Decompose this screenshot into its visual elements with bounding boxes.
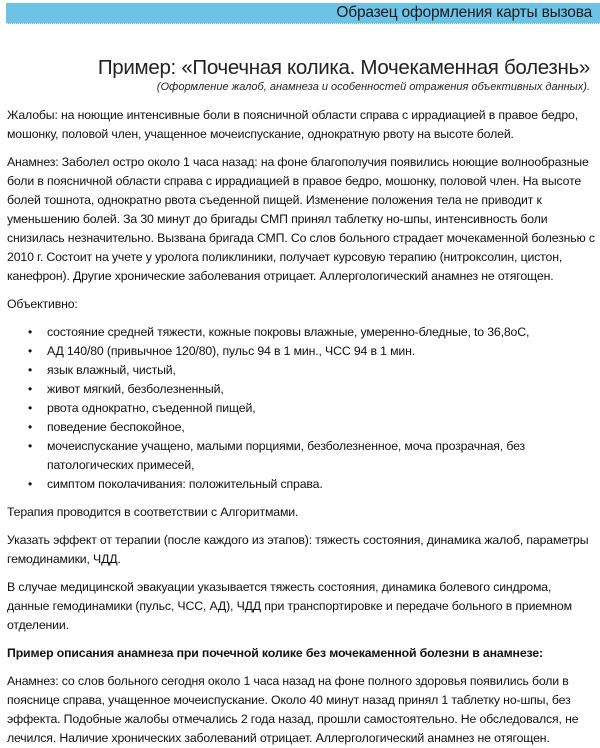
list-item [28,323,595,342]
list-item-text: язык влажный, чистый, [47,363,176,377]
list-item-text: рвота однократно, съеденной пищей, [47,401,256,415]
bullet-icon: • [28,439,33,453]
effect-paragraph: Указать эффект от терапии (после каждого из этапов): тяжесть состояния, динамика жалоб, параметры гемодинамики, ЧДД. [7,533,589,566]
anamnesis-paragraph: Анамнез: Заболел остро около 1 часа назад: на фоне благополучия появились ноющие волнообразные боли в поясничной области справа с иррадиацией в правое бедро, мошонку, половой член. На высоте болей тошнота, однократно рвота съеденной пищей. Изменение положения тела не приводит к уменьшению болей. За 30 минут до бригады СМП принял таблетку но-шпы, интенсивность боли снизилась незначительно. Вызвана бригада СМП. Со слов больного страдает мочекаменной болезнью с 2010 г. Состоит на учете у уролога поликлиники, получает курсовую терапию (нитроксолин, цистон, канефрон). Другие хронические заболевания отрицает. Аллергологический анамнез не отягощен. [7,155,595,283]
evacuation-paragraph: В случае медицинской эвакуации указывается тяжесть состояния, динамика болевого синдрома, данные гемодинамики (пульс, ЧСС, АД), ЧДД при транспортировке и передаче больного в приемном отделении. [7,580,572,632]
list-item [28,380,595,399]
example-anamnesis-paragraph: Анамнез: со слов больного сегодня около 1 часа назад на фоне полного здоровья появились боли в пояснице справа, учащенное мочеиспускание. Около 40 минут назад принял 1 таблетку но-шпы, без эффекта. Подобные жалобы отмечались 2 года назад, прошли самостоятельно. Не обследовался, не лечился. Наличие хронических заболеваний отрицает. Аллергологический анамнез не отягощен. [7,674,579,745]
objective-list [7,323,595,494]
bullet-icon: • [28,344,33,358]
list-item-text: АД 140/80 (привычное 120/80), пульс 94 в 1 мин., ЧСС 94 в 1 мин. [47,344,415,358]
page-title: Пример: «Почечная колика. Мочекаменная болезнь» [97,56,590,79]
objective-label: Объективно: [7,297,78,311]
list-item-text: симптом поколачивания: положительный справа. [47,477,323,491]
list-item [28,342,595,361]
list-item [28,437,595,475]
bullet-icon: • [28,325,33,339]
complaints-paragraph: Жалобы: на ноющие интенсивные боли в поясничной области справа с иррадиацией в правое бедро, мошонку, половой член, учащенное мочеиспускание, однократную рвоту на высоте болей. [7,108,578,141]
bullet-icon: • [28,382,33,396]
page-subtitle: (Оформление жалоб, анамнеза и особенностей отражения объективных данных). [156,81,590,93]
bullet-icon: • [28,420,33,434]
therapy-paragraph: Терапия проводится в соответствии с Алгоритмами. [7,505,299,519]
list-item-text: поведение беспокойное, [47,420,185,434]
list-item-text: мочеиспускание учащено, малыми порциями, безболезненное, моча прозрачная, без патологических примесей, [47,439,526,472]
bullet-icon: • [28,401,33,415]
document-body [7,106,595,748]
bullet-icon: • [28,363,33,377]
bullet-icon: • [28,477,33,491]
example-heading: Пример описания анамнеза при почечной колике без мочекаменной болезни в анамнезе: [7,646,543,660]
header-title: Образец оформления карты вызова [336,4,592,21]
list-item-text: живот мягкий, безболезненный, [47,382,224,396]
list-item [28,418,595,437]
header-bar [6,3,600,24]
list-item-text: состояние средней тяжести, кожные покровы влажные, умеренно-бледные, to 36,8oC, [47,325,530,339]
list-item [28,399,595,418]
list-item [28,475,595,494]
list-item [28,361,595,380]
